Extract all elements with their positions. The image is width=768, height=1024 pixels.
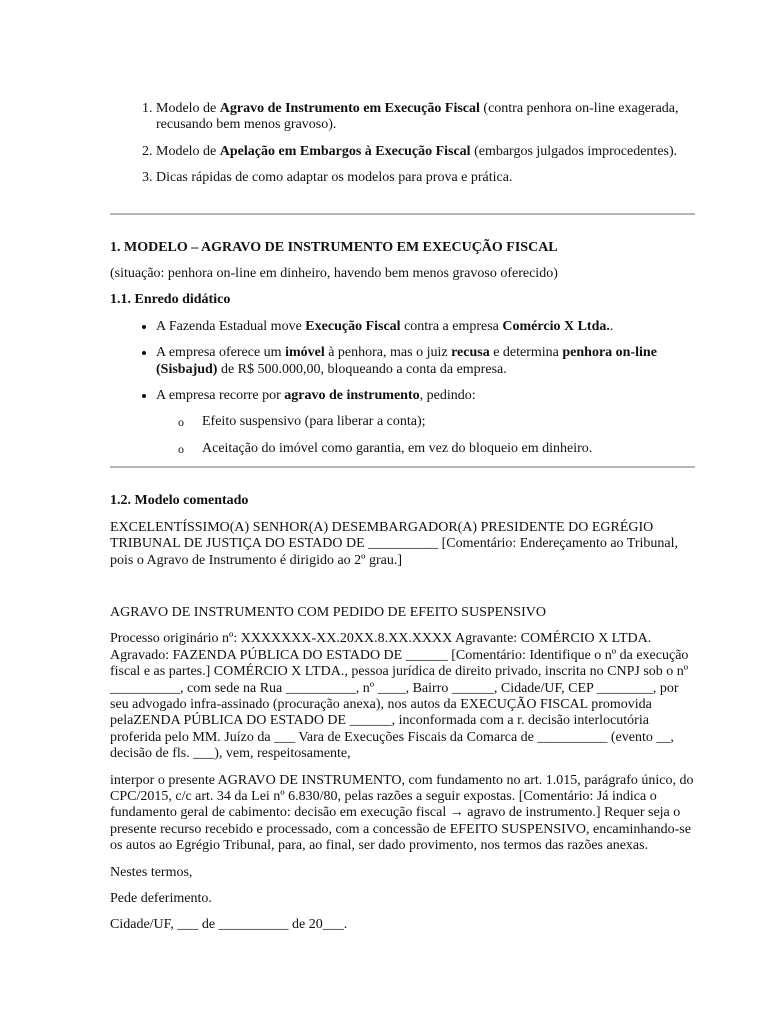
date-line: Cidade/UF, ___ de __________ de 20___.	[110, 917, 348, 933]
list-item: 3. Dicas rápidas de como adaptar os modelos para prova e prática.	[156, 170, 695, 186]
section-title: 1.2. Modelo comentado	[110, 493, 249, 509]
sub-list	[156, 414, 695, 457]
list-item: 2. Modelo de Apelação em Embargos à Execução Fiscal (embargos julgados improcedentes).	[156, 144, 695, 160]
petition-paragraph: interpor o presente AGRAVO DE INSTRUMENTO, com fundamento no art. 1.015, parágrafo único, do CPC/2015, c/c art. 34 da Lei nº 6.830/80, pelas razões a seguir expostas. [Comentário: Já indica o fundamento geral de cabimento: decisão em execução fiscal → agravo de instrumento.] Requer seja o presente recurso recebido e processado, com a concessão de EFEITO SUSPENSIVO, encaminhando-se os autos ao Egrégio Tribunal, para, ao final, ser dado provimento, nos termos das razões anexas.	[110, 772, 694, 854]
document-page	[110, 101, 695, 934]
intro-list	[110, 101, 695, 187]
sub-list-item: o Aceitação do imóvel como garantia, em vez do bloqueio em dinheiro.	[178, 440, 593, 456]
closing-text: Nestes termos,	[110, 864, 193, 880]
subsection-title: 1.1. Enredo didático	[110, 292, 231, 308]
section-title: 1. MODELO – AGRAVO DE INSTRUMENTO EM EXECUÇÃO FISCAL	[110, 239, 558, 255]
list-item: • A Fazenda Estadual move Execução Fiscal contra a empresa Comércio X Ltda..	[156, 319, 695, 335]
address-paragraph: EXCELENTÍSSIMO(A) SENHOR(A) DESEMBARGADOR(A) PRESIDENTE DO EGRÉGIO TRIBUNAL DE JUSTIÇA DO ESTADO DE __________ [Comentário: Endereçamento ao Tribunal, pois o Agravo de Instrumento é dirigido ao 2º grau.]	[110, 519, 679, 568]
closing-text: Pede deferimento.	[110, 891, 212, 906]
petition-paragraph: Processo originário nº: XXXXXXX-XX.20XX.8.XX.XXXX Agravante: COMÉRCIO X LTDA. Agravado: FAZENDA PÚBLICA DO ESTADO DE ______ [Comentário: Identifique o nº da execução fiscal e as partes.] COMÉRCIO X LTDA., pessoa jurídica de direito privado, inscrita no CNPJ sob o nº __________, com sede na Rua __________, nº ____, Bairro ______, Cidade/UF, CEP ________, por seu advogado infra-assinado (procuração anexa), nos autos da EXECUÇÃO FISCAL promovida pelaZENDA PÚBLICA DO ESTADO DE ______, inconformada com a r. decisão interlocutória proferida pelo MM. Juízo da ___ Vara de Execuções Fiscais da Comarca de __________ (evento __, decisão de fls. ___), vem, respeitosamente,	[110, 631, 689, 762]
list-item: • A empresa recorre por agravo de instrumento, pedindo: o Efeito suspensivo (para liberar a conta); o Aceitação do imóvel como garantia, em vez do bloqueio em dinheiro.	[156, 388, 695, 457]
plot-bullets	[110, 319, 695, 457]
circle-bullet-icon: o	[178, 441, 184, 456]
horizontal-divider	[110, 466, 695, 468]
list-item: 1. Modelo de Agravo de Instrumento em Execução Fiscal (contra penhora on-line exagerada, recusando bem menos gravoso).	[156, 101, 695, 134]
petition-title: AGRAVO DE INSTRUMENTO COM PEDIDO DE EFEITO SUSPENSIVO	[110, 604, 546, 620]
list-item: • A empresa oferece um imóvel à penhora, mas o juiz recusa e determina penhora on-line (Sisbajud) de R$ 500.000,00, bloqueando a conta da empresa.	[156, 345, 695, 378]
sub-list-item: o Efeito suspensivo (para liberar a conta);	[178, 414, 426, 430]
situation-text: (situação: penhora on-line em dinheiro, havendo bem menos gravoso oferecido)	[110, 266, 558, 282]
horizontal-divider	[110, 213, 695, 215]
circle-bullet-icon: o	[178, 415, 184, 430]
